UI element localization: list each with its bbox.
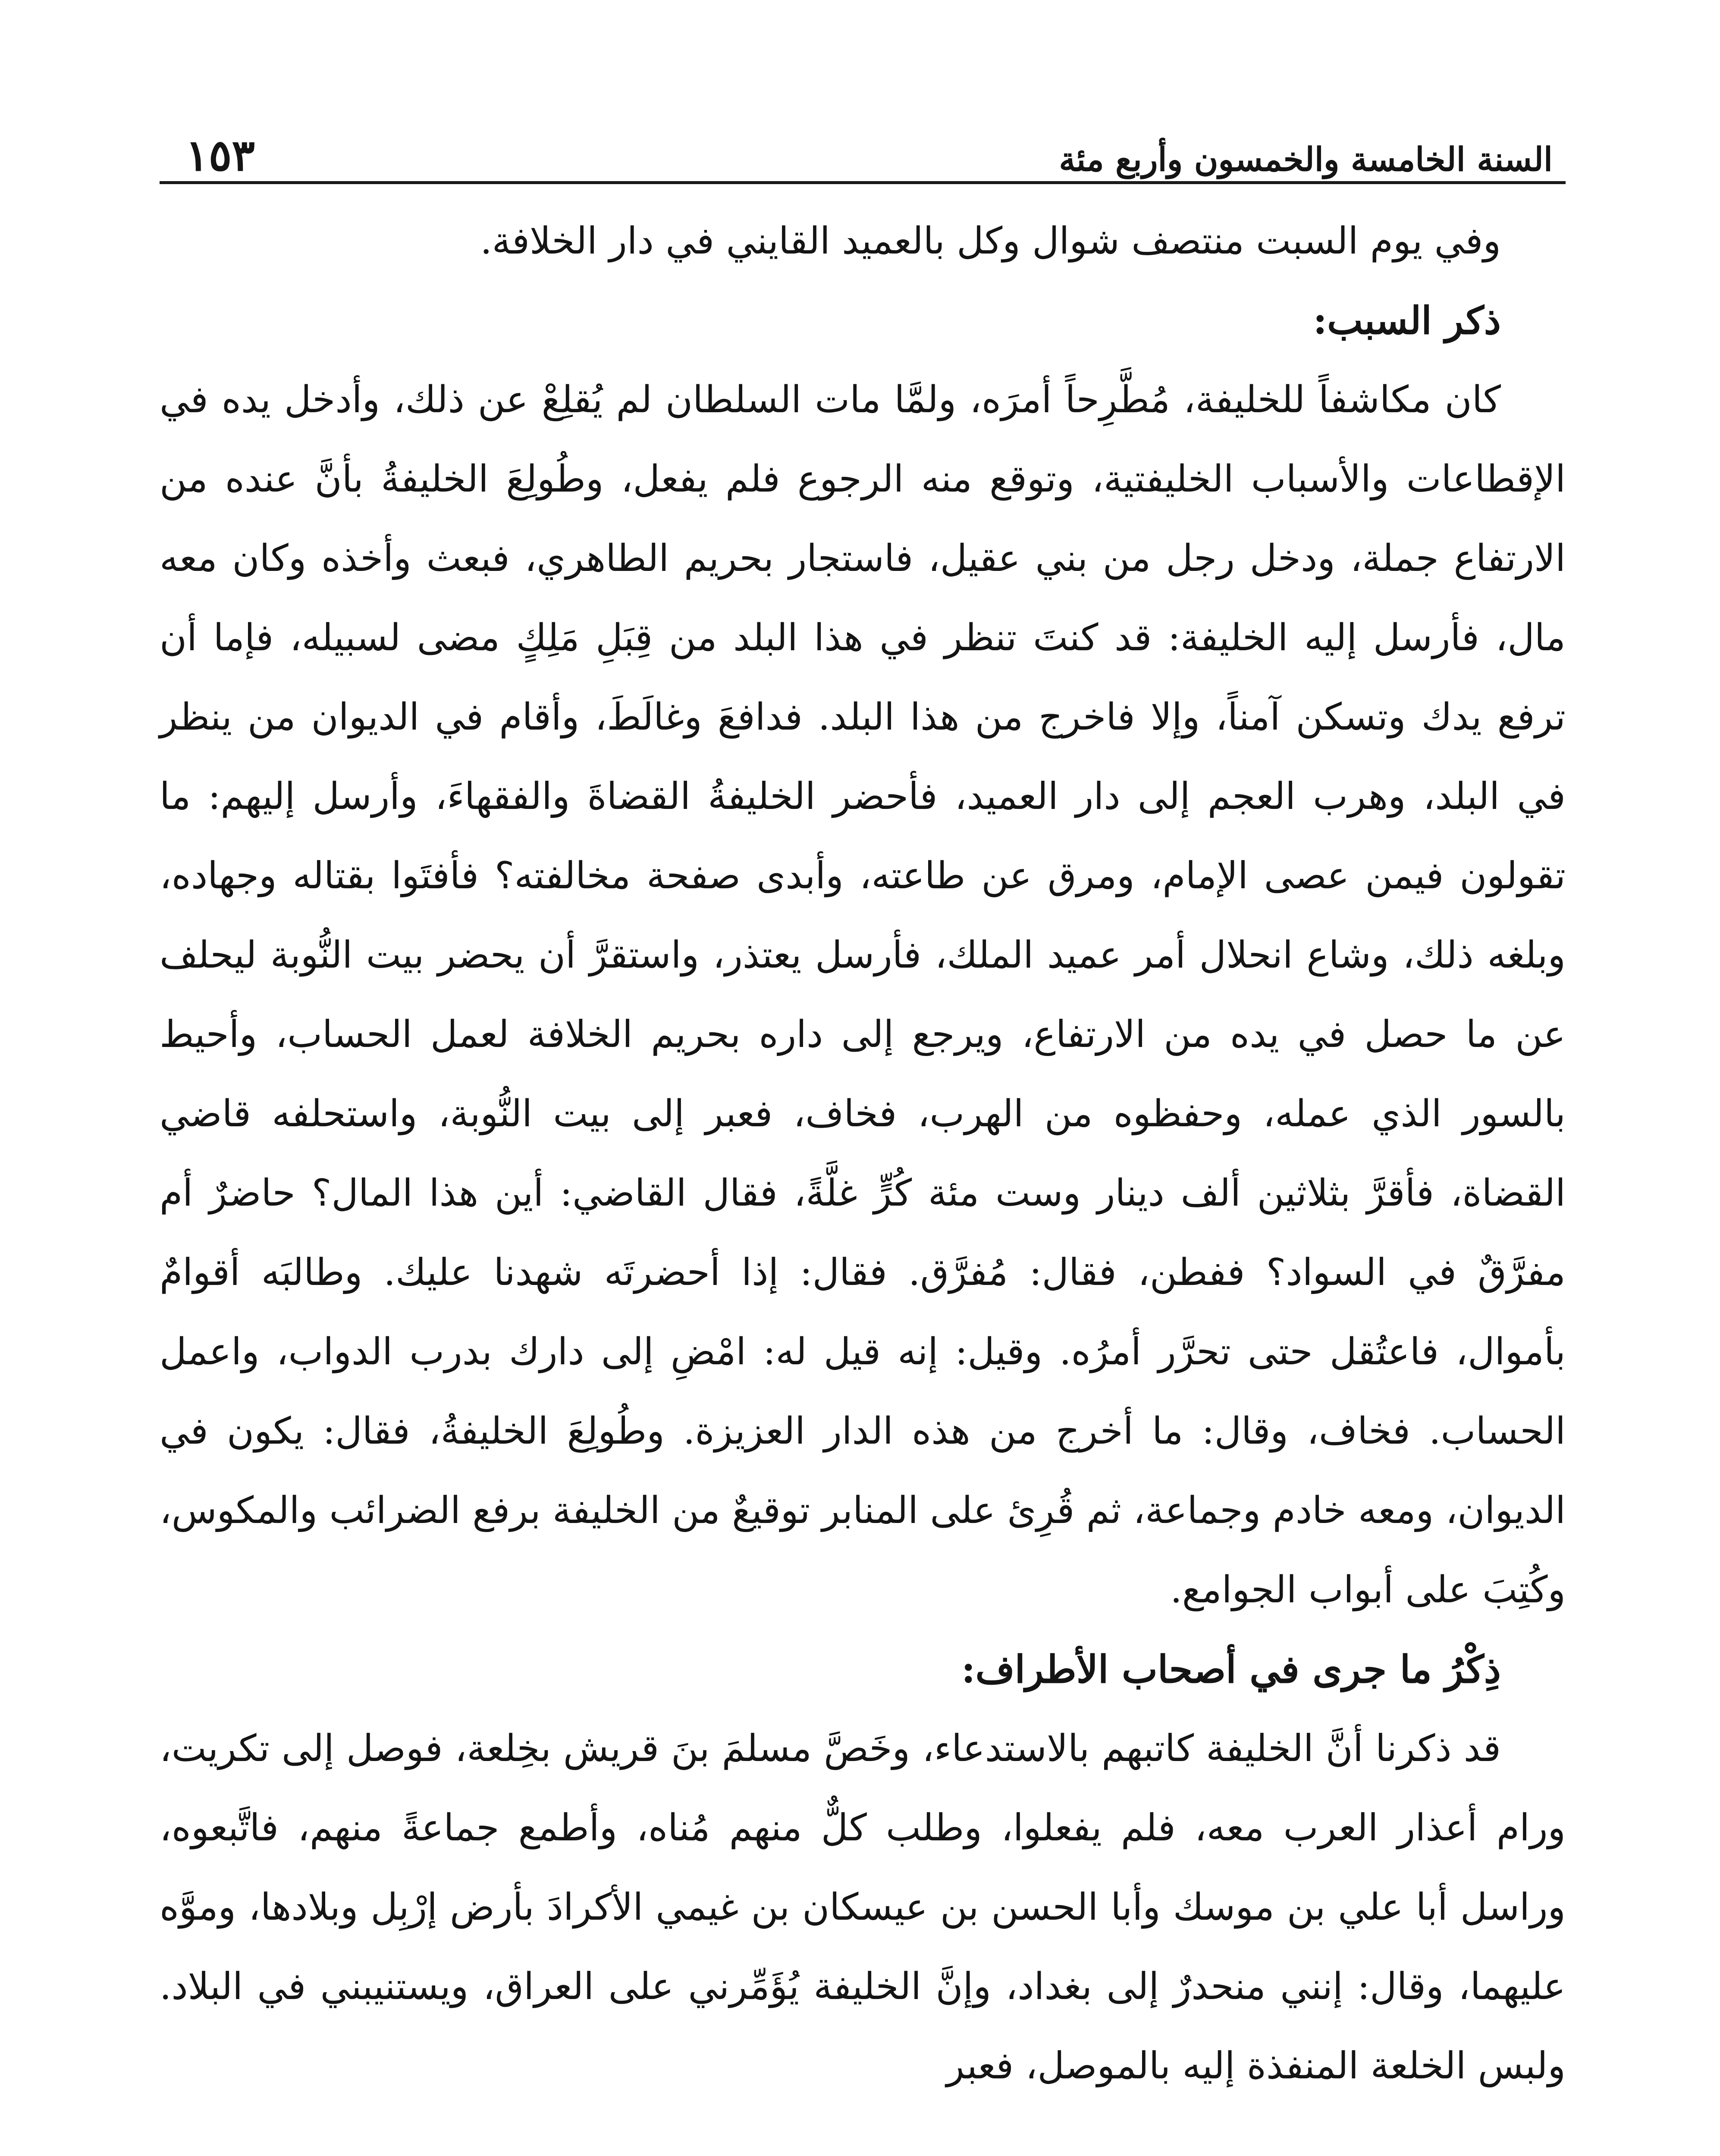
opening-paragraph: وفي يوم السبت منتصف شوال وكل بالعميد القايني في دار الخلافة. <box>480 219 1501 263</box>
section-paragraph-cause: كان مكاشفاً للخليفة، مُطَّرِحاً أمرَه، ولمَّا مات السلطان لم يُقلِعْ عن ذلك، وأدخل يده في الإقطاعات والأسباب الخليفتية، وتوقع منه الرجوع فلم يفعل، وطُولِعَ الخليفةُ بأنَّ عنده من الارتفاع جملة، ودخل رجل من بني عقيل، فاستجار بحريم الطاهري، فبعث وأخذه وكان معه مال، فأرسل إليه الخليفة: قد كنتَ تنظر في هذا البلد من قِبَلِ مَلِكٍ مضى لسبيله، فإما أن ترفع يدك وتسكن آمناً، وإلا فاخرج من هذا البلد. فدافعَ وغالَطَ، وأقام في الديوان من ينظر في البلد، وهرب العجم إلى دار العميد، فأحضر الخليفةُ القضاةَ والفقهاءَ، وأرسل إليهم: ما تقولون فيمن عصى الإمام، ومرق عن طاعته، وأبدى صفحة مخالفته؟ فأفتَوا بقتاله وجهاده، وبلغه ذلك، وشاع انحلال أمر عميد الملك، فأرسل يعتذر، واستقرَّ أن يحضر بيت النُّوبة ليحلف عن ما حصل في يده من الارتفاع، ويرجع إلى داره بحريم الخلافة لعمل الحساب، وأحيط بالسور الذي عمله، وحفظوه من الهرب، فخاف، فعبر إلى بيت النُّوبة، واستحلفه قاضي القضاة، فأقرَّ بثلاثين ألف دينار وست مئة كُرٍّ غلَّةً، فقال القاضي: أين هذا المال؟ حاضرٌ أم مفرَّقٌ في السواد؟ ففطن، فقال: مُفرَّق. فقال: إذا أحضرتَه شهدنا عليك. وطالبَه أقوامٌ بأموال، فاعتُقل حتى تحرَّر أمرُه. وقيل: إنه قيل له: امْضِ إلى دارك بدرب الدواب، واعمل الحساب. فخاف، وقال: ما أخرج من هذه الدار العزيزة. وطُولِعَ الخليفةُ، فقال: يكون في الديوان، ومعه خادم وجماعة، ثم قُرِئ على المنابر توقيعٌ من الخليفة برفع الضرائب والمكوس، وكُتِبَ على أبواب الجوامع. <box>160 378 1566 1611</box>
body-text <box>160 201 1566 2106</box>
section-heading-provinces: ذِكْرُ ما جرى في أصحاب الأطراف: <box>961 1647 1501 1692</box>
page-number: ١٥٣ <box>185 130 255 181</box>
book-page <box>160 129 1566 2156</box>
running-header <box>160 129 1566 184</box>
running-title: السنة الخامسة والخمسون وأربع مئة <box>1059 140 1553 179</box>
section-paragraph-provinces: قد ذكرنا أنَّ الخليفة كاتبهم بالاستدعاء، وخَصَّ مسلمَ بنَ قريش بخِلعة، فوصل إلى تكريت، ورام أعذار العرب معه، فلم يفعلوا، وطلب كلٌّ منهم مُناه، وأطمع جماعةً منهم، فاتَّبعوه، وراسل أبا علي بن موسك وأبا الحسن بن عيسكان بن غيمي الأكرادَ بأرض إرْبِل وبلادها، وموَّه عليهما، وقال: إنني منحدرٌ إلى بغداد، وإنَّ الخليفة يُؤَمِّرني على العراق، ويستنيبني في البلاد. ولبس الخلعة المنفذة إليه بالموصل، فعبر <box>160 1727 1566 2087</box>
section-heading-cause: ذكر السبب: <box>1313 298 1501 343</box>
